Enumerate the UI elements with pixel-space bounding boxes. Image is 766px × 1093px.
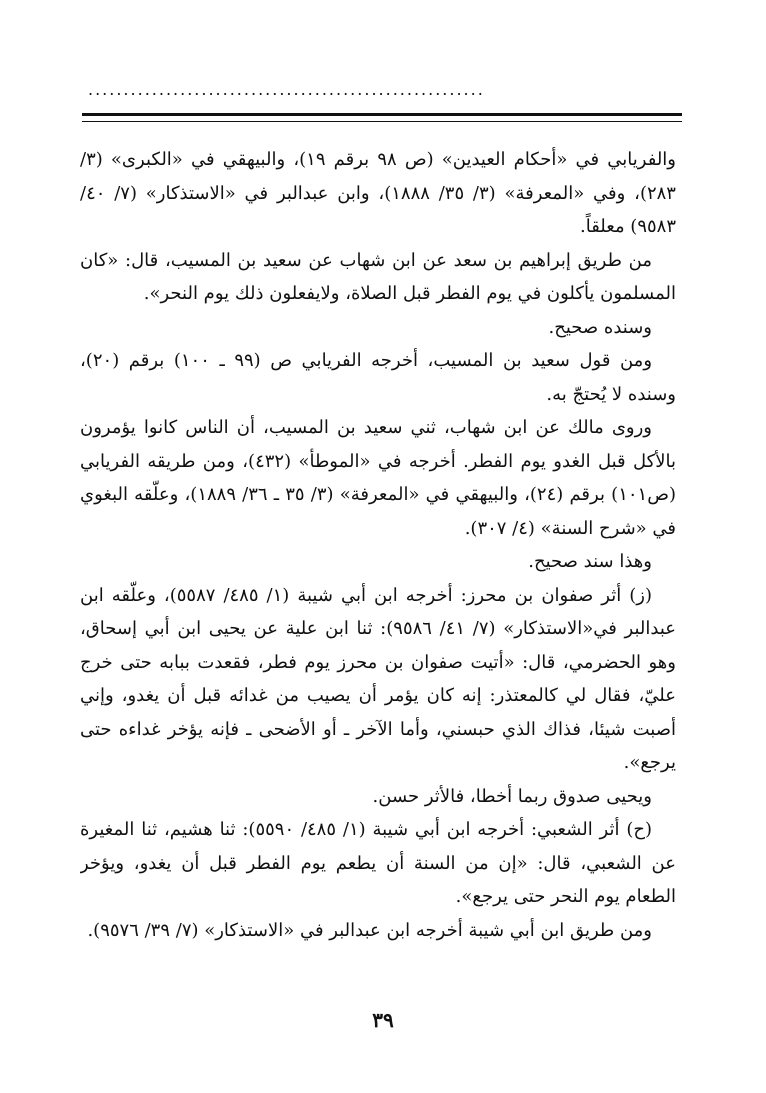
header-rule-thin	[82, 121, 682, 122]
paragraph-2: من طريق إبراهيم بن سعد عن ابن شهاب عن سعيد بن المسيب، قال: «كان المسلمون يأكلون في يوم الفطر قبل الصلاة، ولايفعلون ذلك يوم النحر».	[80, 249, 676, 304]
paragraph-9: (ح) أثر الشعبي: أخرجه ابن أبي شيبة (١/ ٤٨٥/ ٥٥٩٠): ثنا هشيم، ثنا المغيرة عن الشعبي، قال: «إن من السنة أن يطعم يوم الفطر قبل أن يغدو، ويؤخر الطعام يوم النحر حتى يرجع».	[80, 819, 676, 907]
paragraph-4: ومن قول سعيد بن المسيب، أخرجه الفريابي ص (٩٩ ـ ١٠٠) برقم (٢٠)، وسنده لا يُحتجّ به.	[80, 350, 676, 405]
paragraph-7: (ز) أثر صفوان بن محرز: أخرجه ابن أبي شيبة (١/ ٤٨٥/ ٥٥٨٧)، وعلّقه ابن عبدالبر في«الاستذكار» (٧/ ٤١/ ٩٥٨٦): ثنا ابن علية عن يحيى ابن أبي إسحاق، وهو الحضرمي، قال: «أتيت صفوان بن محرز يوم فطر، فقعدت ببابه حتى خرج عليّ، فقال لي كالمعتذر: إنه كان يؤمر أن يصيب من غدائه قبل أن يغدو، وإني أصبت شيئا، فذاك الذي حبسني، وأما الآخر ـ أو الأضحى ـ فإنه يؤخر غداءه حتى يرجع».	[80, 584, 676, 773]
page-number: ٣٩	[372, 1008, 394, 1032]
paragraph-3: وسنده صحيح.	[548, 316, 652, 338]
paragraph-5: وروى مالك عن ابن شهاب، ثني سعيد بن المسيب، أن الناس كانوا يؤمرون بالأكل قبل الغدو يوم الفطر. أخرجه في «الموطأ» (٤٣٢)، ومن طريقه الفريابي (ص١٠١) برقم (٢٤)، والبيهقي في «المعرفة» (٣/ ٣٥ ـ ٣٦/ ١٨٨٩)، وعلّقه البغوي في «شرح السنة» (٤/ ٣٠٧).	[80, 417, 676, 539]
page-body	[80, 143, 676, 1003]
header-rule-thick	[82, 113, 682, 116]
paragraph-1: والفريابي في «أحكام العيدين» (ص ٩٨ برقم ١٩)، والبيهقي في «الكبرى» (٣/ ٢٨٣)، وفي «المعرفة» (٣/ ٣٥/ ١٨٨٨)، وابن عبدالبر في «الاستذكار» (٧/ ٤٠/ ٩٥٨٣) معلقاً.	[80, 149, 676, 237]
paragraph-6: وهذا سند صحيح.	[528, 551, 652, 572]
header-dotted-line: ........................................................	[88, 80, 485, 99]
paragraph-10: ومن طريق ابن أبي شيبة أخرجه ابن عبدالبر في «الاستذكار» (٧/ ٣٩/ ٩٥٧٦).	[87, 919, 652, 941]
paragraph-8: ويحيى صدوق ربما أخطا، فالأثر حسن.	[372, 785, 652, 807]
